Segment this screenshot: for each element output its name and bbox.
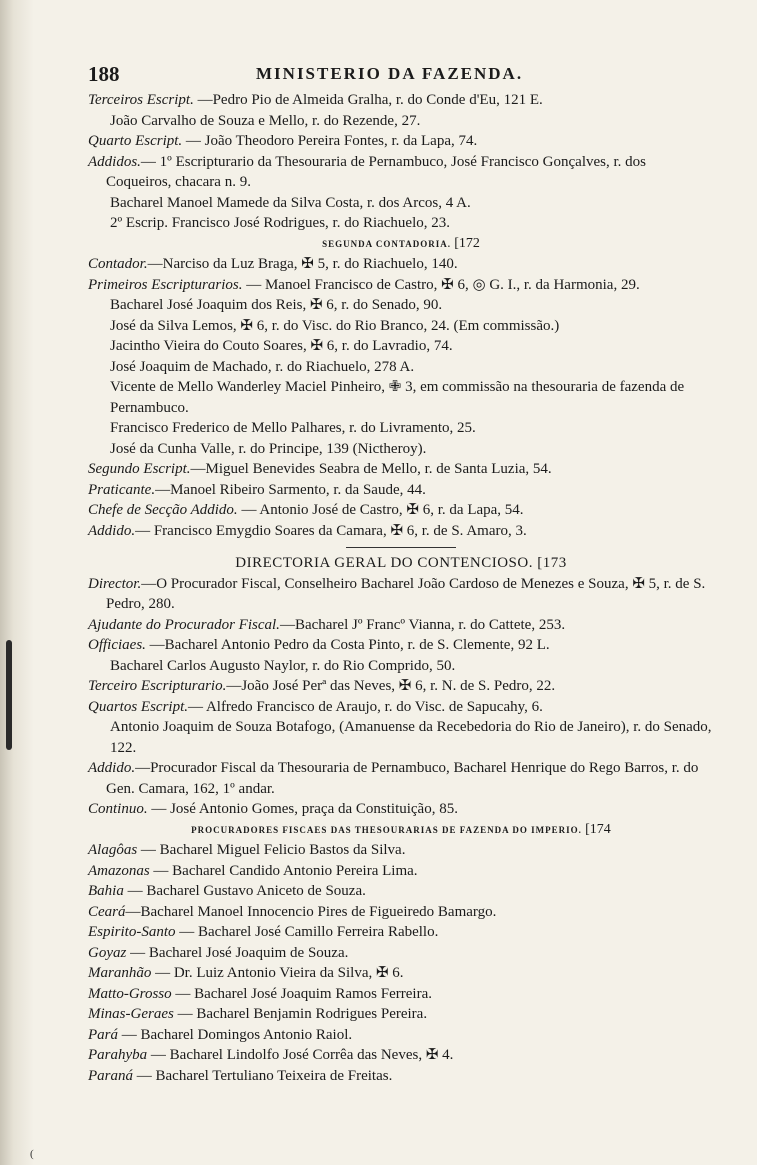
entry: José da Cunha Valle, r. do Principe, 139 (Nictheroy). xyxy=(110,440,427,457)
entry-label: Espirito-Santo xyxy=(88,924,176,940)
entry-label: Bahia xyxy=(88,883,124,899)
entry xyxy=(88,758,714,799)
entry-label: Chefe de Secção Addido. xyxy=(88,502,238,518)
entry-label: Alagôas xyxy=(88,842,138,858)
entry-text: — Bacharel Miguel Felicio Bastos da Silva. xyxy=(137,842,406,858)
entry-text: — Bacharel Tertuliano Teixeira de Freitas. xyxy=(133,1067,393,1084)
entry xyxy=(88,963,714,984)
entry-text: — 1º Escripturario da Thesouraria de Pernambuco, José Francisco Gonçalves, r. dos Coqueiros, chacara n. 9. xyxy=(106,153,646,190)
entry-text: —Narciso da Luz Braga, ✠ 5, r. do Riachuelo, 140. xyxy=(147,256,458,272)
entry xyxy=(88,615,714,636)
binding-mark xyxy=(6,640,12,750)
section-divider xyxy=(346,547,456,548)
page-title: MINISTERIO DA FAZENDA. xyxy=(256,64,524,83)
entry xyxy=(88,984,714,1005)
entry xyxy=(88,922,714,943)
entry xyxy=(88,1004,714,1025)
entry xyxy=(88,459,714,480)
entry-label: Addidos. xyxy=(88,153,141,170)
entry xyxy=(88,480,714,501)
section-heading xyxy=(88,820,714,841)
page-number: 188 xyxy=(88,62,120,86)
entry xyxy=(88,861,714,882)
section-number: [174 xyxy=(585,821,611,837)
entry: Bacharel Manoel Mamede da Silva Costa, r. dos Arcos, 4 A. xyxy=(110,194,471,211)
section-title: DIRECTORIA GERAL DO CONTENCIOSO. xyxy=(235,555,533,571)
entry-text: — João Theodoro Pereira Fontes, r. da Lapa, 74. xyxy=(182,133,478,149)
entry-text: — Bacharel José Joaquim de Souza. xyxy=(126,944,349,961)
entry: José Joaquim de Machado, r. do Riachuelo, 278 A. xyxy=(110,358,415,375)
entry xyxy=(88,574,714,615)
entry-label: Quartos Escript. xyxy=(88,698,189,715)
entry-label: Pará xyxy=(88,1026,118,1043)
entry-text: — Francisco Emygdio Soares da Camara, ✠ 6, r. de S. Amaro, 3. xyxy=(135,522,527,539)
entry-label: Paraná xyxy=(88,1067,133,1084)
entry xyxy=(88,799,714,820)
entry-label: Contador. xyxy=(88,256,148,272)
entry xyxy=(88,697,714,718)
entry: Francisco Frederico de Mello Palhares, r. do Livramento, 25. xyxy=(110,420,476,436)
entry xyxy=(88,152,714,193)
entry xyxy=(88,275,714,296)
entry-label: Quarto Escript. xyxy=(88,133,183,149)
entry xyxy=(88,635,714,656)
section-title: SEGUNDA CONTADORIA. xyxy=(322,238,451,249)
section-heading xyxy=(88,234,714,255)
entry: João Carvalho de Souza e Mello, r. do Rezende, 27. xyxy=(110,112,421,129)
entry-text: —Manoel Ribeiro Sarmento, r. da Saude, 44. xyxy=(155,481,426,498)
entry-text: — Bacharel Candido Antonio Pereira Lima. xyxy=(149,862,418,879)
entry xyxy=(88,521,714,542)
entry-text: — José Antonio Gomes, praça da Constituição, 85. xyxy=(147,801,458,817)
entry-text: — Dr. Luiz Antonio Vieira da Silva, ✠ 6. xyxy=(151,965,404,981)
entry-label: Officiaes. xyxy=(88,637,146,653)
entry: 2º Escrip. Francisco José Rodrigues, r. do Riachuelo, 23. xyxy=(110,215,451,231)
entry-text: —O Procurador Fiscal, Conselheiro Bacharel João Cardoso de Menezes e Souza, ✠ 5, r. de S. Pedro, 280. xyxy=(106,575,706,612)
entry-text: — Antonio José de Castro, ✠ 6, r. da Lapa, 54. xyxy=(237,502,524,518)
entry-label: Minas-Geraes xyxy=(88,1006,174,1022)
entry-label: Amazonas xyxy=(88,862,150,879)
entry xyxy=(88,1066,714,1087)
entry-label: Primeiros Escripturarios. xyxy=(88,276,243,293)
entry xyxy=(88,840,714,861)
entry-text: —Bacharel Antonio Pedro da Costa Pinto, r. de S. Clemente, 92 L. xyxy=(145,637,550,653)
entry-text: — Bacharel José Joaquim Ramos Ferreira. xyxy=(171,985,432,1002)
entry: José da Silva Lemos, ✠ 6, r. do Visc. do Rio Branco, 24. (Em commissão.) xyxy=(110,317,560,334)
entry-text: —João José Perª das Neves, ✠ 6, r. N. de S. Pedro, 22. xyxy=(226,678,556,694)
entry xyxy=(88,500,714,521)
section-heading xyxy=(88,553,714,574)
entry xyxy=(88,1045,714,1066)
entry xyxy=(88,943,714,964)
entry-text: — Manoel Francisco de Castro, ✠ 6, ◎ G. I., r. da Harmonia, 29. xyxy=(242,276,640,293)
entry-label: Terceiros Escript. xyxy=(88,92,194,108)
section-number: [173 xyxy=(537,555,567,571)
entry-text: — Alfredo Francisco de Araujo, r. do Visc. de Sapucahy, 6. xyxy=(188,698,543,715)
entry xyxy=(88,676,714,697)
entry xyxy=(88,131,714,152)
entry-label: Parahyba xyxy=(88,1047,148,1063)
entry xyxy=(88,902,714,923)
entry-label: Addido. xyxy=(88,760,136,776)
entry-label: Director. xyxy=(88,575,142,592)
section-number: [172 xyxy=(454,235,480,251)
entry-text: — Bacharel Gustavo Aniceto de Souza. xyxy=(123,883,366,899)
entry-label: Terceiro Escripturario. xyxy=(88,678,227,694)
entry-text: —Procurador Fiscal da Thesouraria de Pernambuco, Bacharel Henrique do Rego Barros, r. do Gen. Camara, 162, 1º andar. xyxy=(106,760,699,797)
entry-text: —Bacharel Jº Francº Vianna, r. do Cattete, 253. xyxy=(279,616,566,633)
entry-text: — Bacharel Domingos Antonio Raiol. xyxy=(118,1026,353,1043)
entry-text: —Pedro Pio de Almeida Gralha, r. do Conde d'Eu, 121 E. xyxy=(193,92,543,108)
entry xyxy=(88,90,714,111)
entry-text: — Bacharel Benjamin Rodrigues Pereira. xyxy=(173,1006,428,1022)
page-header xyxy=(88,62,708,86)
page-gutter xyxy=(0,0,34,1165)
section-title: PROCURADORES FISCAES DAS THESOURARIAS DE FAZENDA DO IMPERIO. xyxy=(191,824,582,835)
page-content xyxy=(88,90,714,1086)
entry-label: Addido. xyxy=(88,522,136,539)
entry xyxy=(88,254,714,275)
entry-label: Maranhão xyxy=(88,965,152,981)
entry-label: Goyaz xyxy=(88,944,127,961)
entry-label: Matto-Grosso xyxy=(88,985,172,1002)
entry: Bacharel Carlos Augusto Naylor, r. do Rio Comprido, 50. xyxy=(110,657,456,674)
entry-text: — Bacharel Lindolfo José Corrêa das Neves, ✠ 4. xyxy=(147,1047,454,1063)
entry-text: — Bacharel José Camillo Ferreira Rabello. xyxy=(175,924,439,940)
entry: Antonio Joaquim de Souza Botafogo, (Amanuense da Recebedoria do Rio de Janeiro), r. do Senado, 122. xyxy=(110,719,712,756)
entry-text: —Bacharel Manoel Innocencio Pires de Figueiredo Bamargo. xyxy=(125,903,497,920)
entry-text: —Miguel Benevides Seabra de Mello, r. de Santa Luzia, 54. xyxy=(190,461,552,477)
entry-label: Ajudante do Procurador Fiscal. xyxy=(88,616,280,633)
entry xyxy=(88,881,714,902)
entry-label: Praticante. xyxy=(88,481,156,498)
entry-label: Continuo. xyxy=(88,801,148,817)
entry-label: Ceará xyxy=(88,903,126,920)
entry: Jacintho Vieira do Couto Soares, ✠ 6, r. do Lavradio, 74. xyxy=(110,338,453,354)
entry xyxy=(88,1025,714,1046)
entry: Vicente de Mello Wanderley Maciel Pinheiro, ✙ 3, em commissão na thesouraria de fazenda de Pernambuco. xyxy=(110,379,685,416)
entry: Bacharel José Joaquim dos Reis, ✠ 6, r. do Senado, 90. xyxy=(110,297,443,313)
fold-mark: ( xyxy=(30,1148,34,1160)
entry-label: Segundo Escript. xyxy=(88,461,191,477)
